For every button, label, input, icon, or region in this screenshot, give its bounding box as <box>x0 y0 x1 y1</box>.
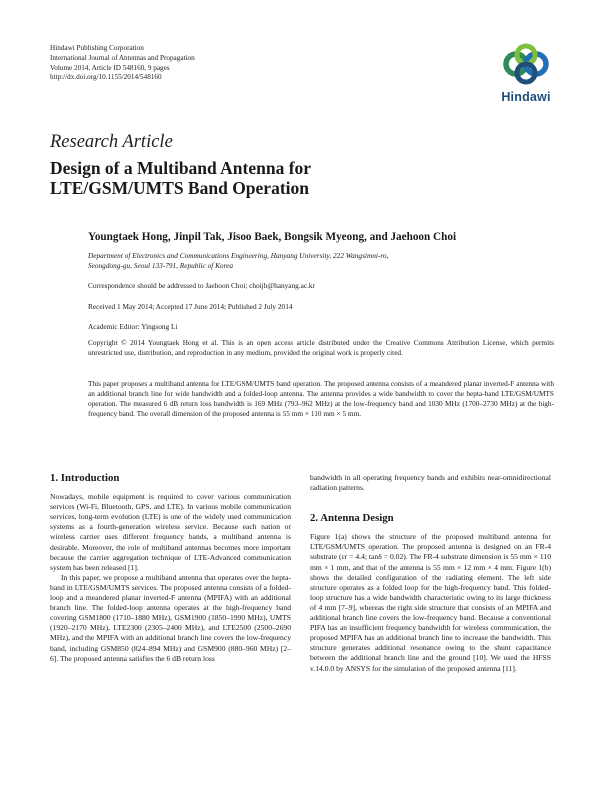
right-column <box>310 473 551 674</box>
intro-paragraph-2: In this paper, we propose a multiband antenna that operates over the hepta-band in LTE/GSM/UMTS services. The proposed antenna consists of a folded-loop and a meandered planar inverted-F antenna (MPIFA) with an additional branch line. The folded-loop antenna operates at the high-frequency band covering GSM1800 (1710–1880 MHz), GSM1900 (1850–1990 MHz), UMTS (1920–2170 MHz), LTE2300 (2305–2400 MHz), and LTE2500 (2500–2690 MHz), and the MPIFA with an additional branch line covers the low-frequency band, including GSM850 (824–894 MHz) and GSM900 (880–960 MHz) [2–6]. The proposed antenna satisfies the 6 dB return loss <box>50 572 291 663</box>
intro-paragraph-1: Nowadays, mobile equipment is required to cover various communication services (Wi-Fi, Bluetooth, GPS, and LTE). In various mobile communication services, long-term evolution (LTE) is one of the widely used communication systems as a fourth-generation wireless service. Because each nation or wireless carrier uses different frequency bands, a multiband antenna is desirable. Moreover, the role of multiband antennas becomes more important because the carrier aggregation technique of LTE-Advanced communication system has been released [1]. <box>50 492 291 572</box>
introduction-heading: 1. Introduction <box>50 472 120 484</box>
doi-link[interactable]: http://dx.doi.org/10.1155/2014/548160 <box>50 73 162 82</box>
correspondence: Correspondence should be addressed to Jaehoon Choi; choijh@hanyang.ac.kr <box>88 281 315 290</box>
copyright-notice: Copyright © 2014 Youngtaek Hong et al. This is an open access article distributed under the Creative Commons Attribution License, which permits unrestricted use, distribution, and reproduction in any medium, provided the original work is properly cited. <box>88 338 554 357</box>
hindawi-rings-icon <box>496 42 556 90</box>
journal-name: International Journal of Antennas and Propagation <box>50 53 195 62</box>
affiliation <box>88 251 554 271</box>
volume-info: Volume 2014, Article ID 548160, 9 pages <box>50 63 170 72</box>
journal-header <box>50 44 195 83</box>
left-column <box>50 473 291 664</box>
academic-editor: Academic Editor: Yingsong Li <box>88 322 178 331</box>
publisher-name: Hindawi Publishing Corporation <box>50 44 144 52</box>
publication-dates: Received 1 May 2014; Accepted 17 June 2014; Published 2 July 2014 <box>88 302 293 311</box>
article-title <box>50 158 311 198</box>
title-line-1: Design of a Multiband Antenna for <box>50 158 312 178</box>
abstract: This paper proposes a multiband antenna for LTE/GSM/UMTS band operation. The proposed antenna consists of a meandered planar inverted-F antenna with an additional branch line for wide bandwidth and a folded-loop antenna. The antenna provides a wide bandwidth to cover the hepta-band LTE/GSM/UMTS operation. The measured 6 dB return loss bandwidth is 169 MHz (793–962 MHz) at the low-frequency band and 1030 MHz (1700–2730 MHz) at the high-frequency band. The overall dimension of the proposed antenna is 55 mm × 110 mm × 5 mm. <box>88 379 554 418</box>
title-line-2: LTE/GSM/UMTS Band Operation <box>50 178 309 198</box>
author-list: Youngtaek Hong, Jinpil Tak, Jisoo Baek, Bongsik Myeong, and Jaehoon Choi <box>88 231 457 243</box>
hindawi-logo <box>496 42 556 106</box>
intro-continuation: bandwidth in all operating frequency bands and exhibits near-omnidirectional radiation patterns. <box>310 473 551 493</box>
affiliation-line-2: Seongdong-gu, Seoul 133-791, Republic of Korea <box>88 261 234 270</box>
hindawi-wordmark: Hindawi <box>501 90 551 104</box>
affiliation-line-1: Department of Electronics and Communications Engineering, Hanyang University, 222 Wangsimni-ro, <box>88 251 389 260</box>
design-paragraph-1: Figure 1(a) shows the structure of the proposed multiband antenna for LTE/GSM/UMTS operation. The proposed antenna is designed on an FR-4 substrate (εr = 4.4; tanδ = 0.02). The FR-4 substrate dimension is 55 mm × 110 mm × 1 mm, and that of the antenna is 55 mm × 12 mm × 4 mm. Figure 1(b) shows the detailed configuration of the radiating element. The left side structure operates as a folded loop for the high-frequency band. This folded-loop structure has a wide bandwidth characteristic owing to its large thickness of 4 mm [7–9], whereas the right side structure that consists of an MPIFA and additional branch line covers the low-frequency band. Because a conventional PIFA has an insufficient frequency bandwidth for wireless communication, the proposed MPIFA has an additional branch line to increase the bandwidth. This structure generates additional resonance owing to the shunt capacitance between the additional branch line and the ground [10]. We used the HFSS v.14.0.0 by ANSYS for the simulation of the proposed antenna [11]. <box>310 532 551 673</box>
body-columns <box>0 473 600 800</box>
antenna-design-heading: 2. Antenna Design <box>310 512 394 525</box>
article-type-label: Research Article <box>50 132 173 152</box>
